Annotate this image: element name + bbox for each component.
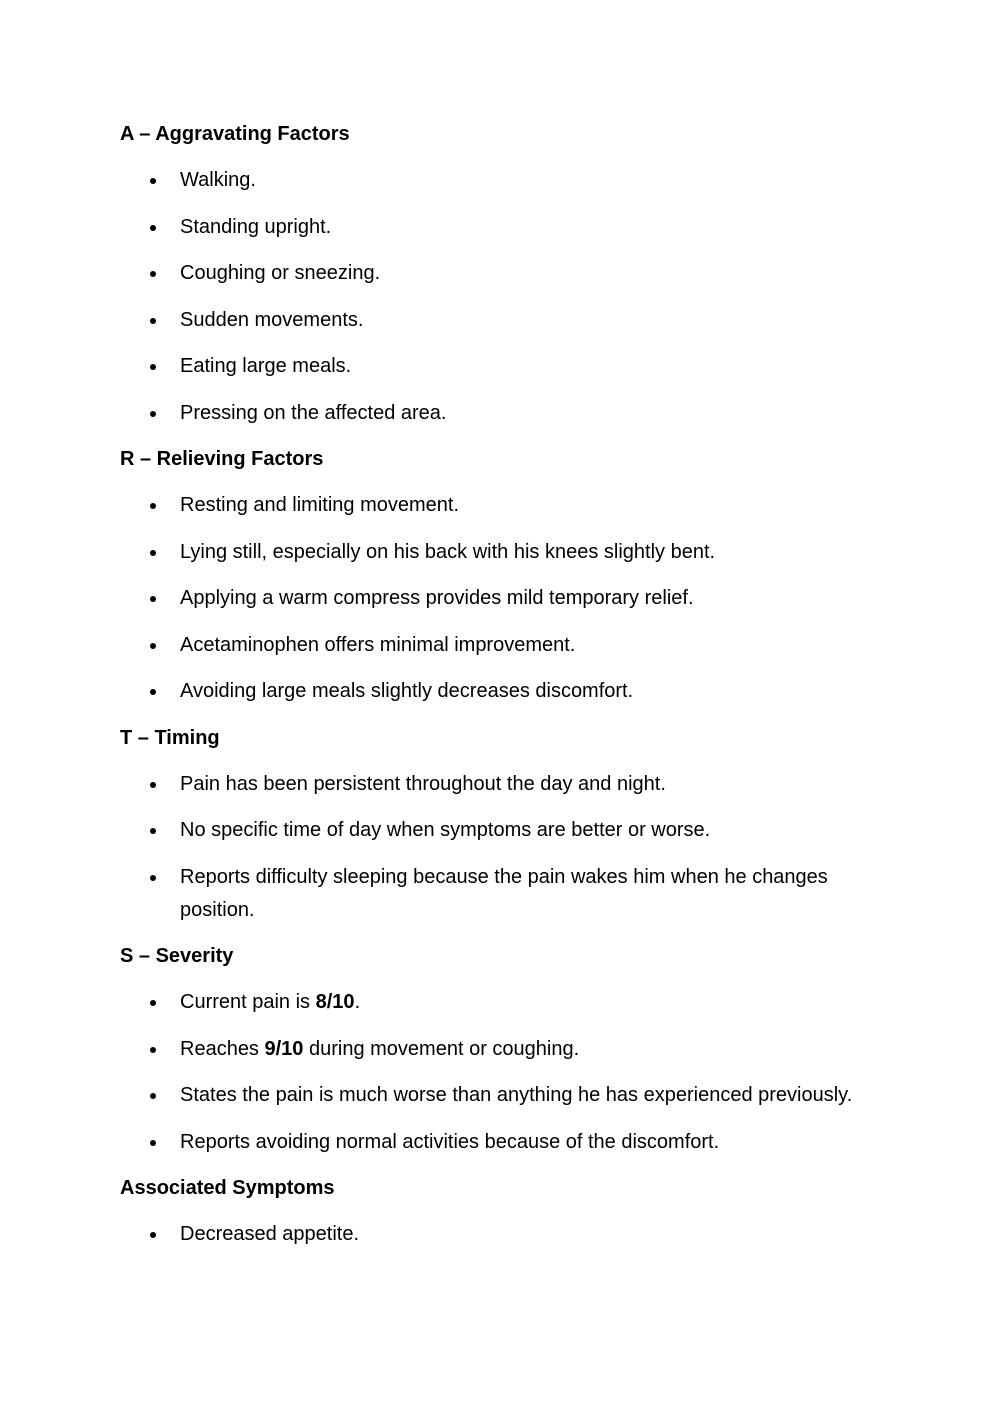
bullet-icon <box>150 828 156 834</box>
bullet-icon <box>150 1000 156 1006</box>
section-aggravating-factors <box>120 118 880 430</box>
list-item-text: Walking. <box>180 169 256 191</box>
section-heading: T – Timing <box>120 726 220 749</box>
list-item <box>120 814 880 847</box>
list-item-text: Coughing or sneezing. <box>180 262 381 284</box>
list-item-text: Decreased appetite. <box>180 1223 360 1245</box>
list-item <box>120 257 880 290</box>
list-item-text: Sudden movements. <box>180 308 364 331</box>
list-item-text: Lying still, especially on his back with his knees slightly bent. <box>180 540 716 563</box>
section-associated-symptoms <box>120 1172 880 1251</box>
bullet-icon <box>150 596 156 602</box>
bullet-icon <box>150 1047 156 1053</box>
bullet-list <box>120 768 880 927</box>
bullet-icon <box>150 178 156 184</box>
list-item-text <box>180 991 360 1013</box>
bullet-icon <box>150 1232 156 1238</box>
bullet-icon <box>150 225 156 231</box>
list-item-text-pre: Current pain is <box>180 991 316 1013</box>
section-heading: S – Severity <box>120 945 234 967</box>
list-item-text: Pain has been persistent throughout the day and night. <box>180 772 666 795</box>
document-page <box>120 118 880 1265</box>
pain-score-peak: 9/10 <box>264 1037 304 1060</box>
section-heading: R – Relieving Factors <box>120 448 324 470</box>
list-item-text: Applying a warm compress provides mild temporary relief. <box>180 587 694 609</box>
list-item <box>120 861 880 927</box>
list-item <box>120 304 880 337</box>
list-item-text: Standing upright. <box>180 215 332 238</box>
bullet-icon <box>150 689 156 695</box>
list-item <box>120 211 880 244</box>
bullet-list <box>120 1218 880 1251</box>
section-timing <box>120 722 880 927</box>
list-item <box>120 582 880 615</box>
bullet-icon <box>150 550 156 556</box>
list-item-text-post: . <box>354 991 361 1013</box>
list-item <box>120 397 880 430</box>
bullet-icon <box>150 503 156 509</box>
list-item <box>120 1033 880 1066</box>
list-item <box>120 986 880 1019</box>
list-item <box>120 536 880 569</box>
bullet-list <box>120 986 880 1159</box>
bullet-icon <box>150 782 156 788</box>
list-item <box>120 629 880 662</box>
list-item <box>120 489 880 522</box>
list-item <box>120 164 880 197</box>
list-item <box>120 675 880 708</box>
bullet-icon <box>150 875 156 881</box>
list-item-text: Resting and limiting movement. <box>180 494 460 516</box>
list-item-text: Acetaminophen offers minimal improvement. <box>180 633 576 656</box>
bullet-icon <box>150 271 156 277</box>
bullet-icon <box>150 1140 156 1146</box>
section-relieving-factors <box>120 443 880 708</box>
bullet-icon <box>150 411 156 417</box>
list-item-text: Reports avoiding normal activities because of the discomfort. <box>180 1130 720 1153</box>
list-item <box>120 350 880 383</box>
list-item-text-post: during movement or coughing. <box>303 1037 580 1060</box>
bullet-list <box>120 489 880 708</box>
section-heading: Associated Symptoms <box>120 1177 335 1199</box>
bullet-list <box>120 164 880 430</box>
list-item-text: Pressing on the affected area. <box>180 401 447 424</box>
list-item-text: Avoiding large meals slightly decreases discomfort. <box>180 680 634 702</box>
list-item <box>120 768 880 801</box>
list-item-text: Eating large meals. <box>180 355 352 377</box>
bullet-icon <box>150 1093 156 1099</box>
list-item <box>120 1079 880 1112</box>
section-heading: A – Aggravating Factors <box>120 123 350 145</box>
bullet-icon <box>150 643 156 649</box>
list-item-text: No specific time of day when symptoms are better or worse. <box>180 819 711 841</box>
list-item-text: States the pain is much worse than anything he has experienced previously. <box>180 1084 853 1106</box>
list-item-text: Reports difficulty sleeping because the pain wakes him when he changes position. <box>180 865 828 921</box>
list-item-text-pre: Reaches <box>180 1037 265 1060</box>
list-item-text <box>180 1038 579 1060</box>
list-item <box>120 1126 880 1159</box>
section-severity <box>120 940 880 1159</box>
bullet-icon <box>150 364 156 370</box>
bullet-icon <box>150 318 156 324</box>
list-item <box>120 1218 880 1251</box>
pain-score-current: 8/10 <box>315 991 355 1013</box>
